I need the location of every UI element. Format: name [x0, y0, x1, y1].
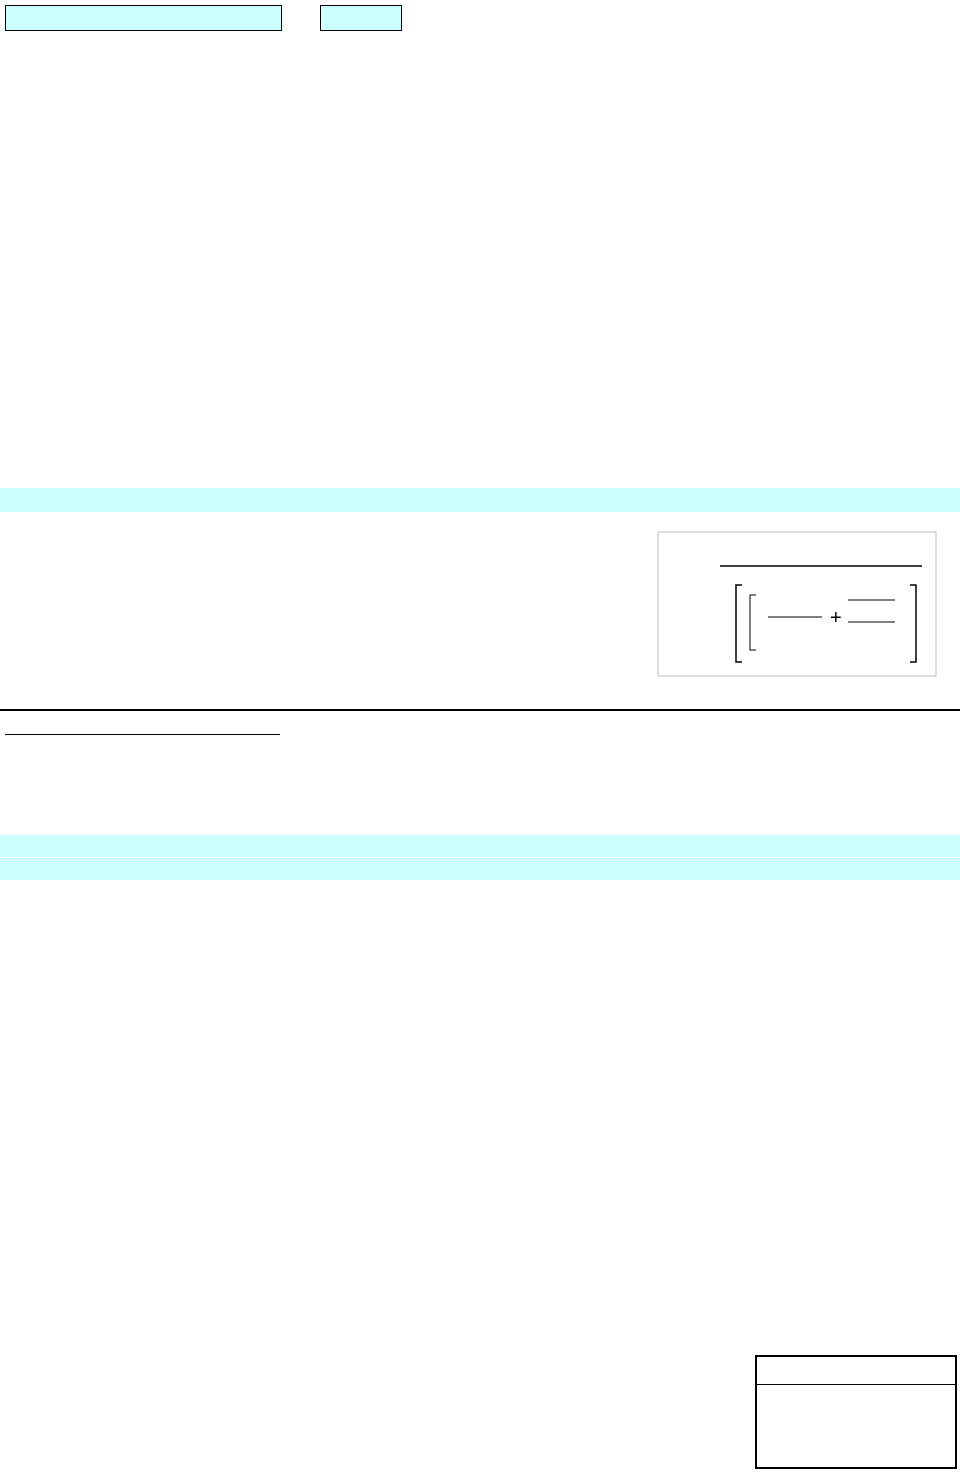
header-id-box [320, 5, 402, 31]
header-title-box [5, 5, 282, 31]
pipe-profile-chart [0, 885, 960, 1075]
pipe-cross-section-chart [480, 5, 960, 430]
svg-text:+: + [830, 607, 842, 629]
p1-ok-band [0, 835, 960, 857]
velocity-ok-band [0, 488, 960, 512]
piezo-title-underline [5, 734, 280, 735]
final-title-underline [757, 1384, 955, 1385]
p2-ok-band [0, 858, 960, 880]
separator [0, 709, 960, 711]
final-summary-box [755, 1355, 957, 1469]
swamee-jain-formula [650, 530, 940, 680]
